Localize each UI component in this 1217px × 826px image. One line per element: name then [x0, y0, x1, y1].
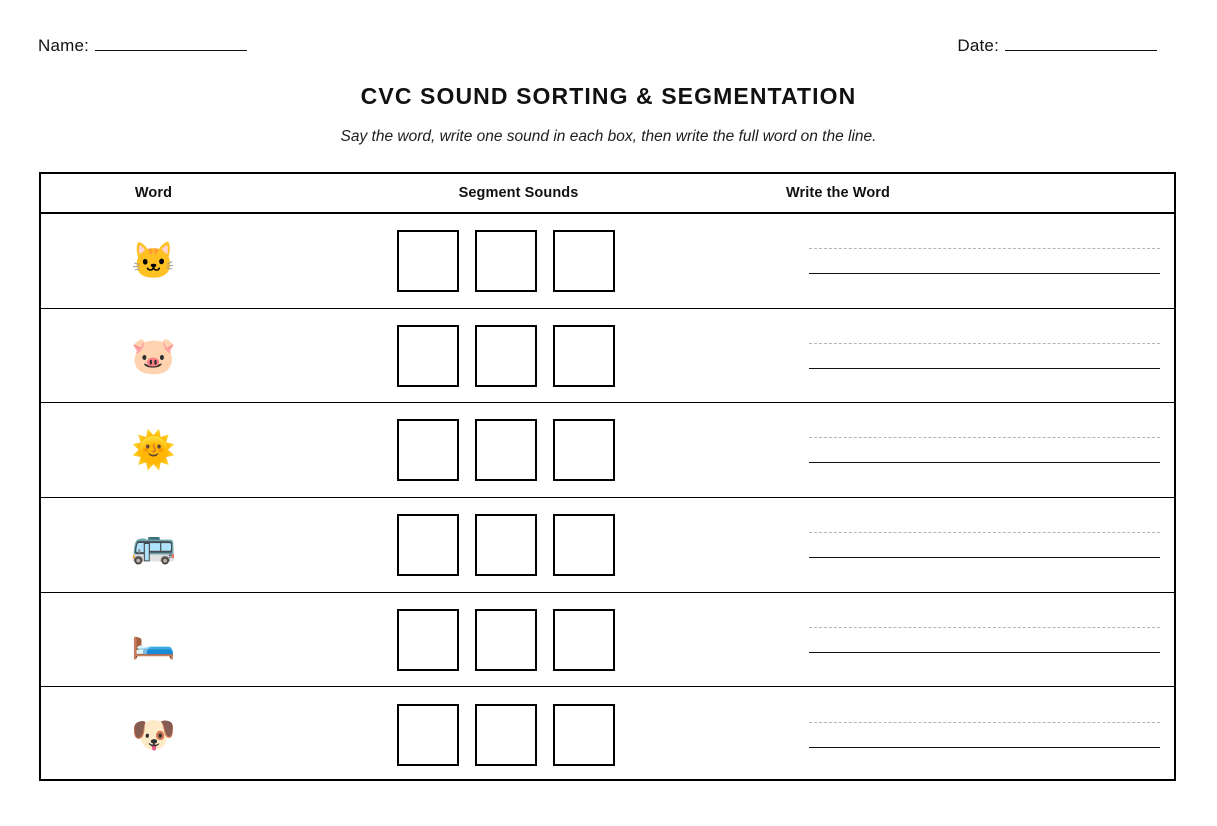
sun-emoji: 🌞 [131, 429, 176, 471]
table-row [41, 498, 1174, 593]
sound-box[interactable] [397, 514, 459, 576]
sound-box[interactable] [553, 230, 615, 292]
table-row [41, 687, 1174, 782]
page-subtitle: Say the word, write one sound in each box, then write the full word on the line. [340, 128, 877, 145]
write-the-word-cell[interactable] [771, 214, 1174, 308]
cat-face-emoji: 🐱 [131, 239, 176, 281]
handwriting-guide-lines[interactable] [809, 343, 1160, 369]
table-row [41, 593, 1174, 688]
sound-box[interactable] [397, 230, 459, 292]
write-the-word-cell[interactable] [771, 403, 1174, 497]
sound-box[interactable] [475, 325, 537, 387]
column-header-segment-sounds: Segment Sounds [458, 185, 579, 201]
handwriting-guide-lines[interactable] [809, 627, 1160, 653]
sound-box[interactable] [397, 419, 459, 481]
sound-box[interactable] [397, 609, 459, 671]
sound-box[interactable] [475, 609, 537, 671]
guide-line-baseline [809, 747, 1160, 748]
write-the-word-cell[interactable] [771, 309, 1174, 403]
bed-emoji: 🛏️ [131, 618, 176, 660]
guide-line-dashed [809, 248, 1160, 249]
date-field[interactable] [957, 36, 1157, 56]
guide-line-dashed [809, 722, 1160, 723]
word-picture-cell [41, 523, 266, 565]
guide-line-baseline [809, 273, 1160, 274]
dog-face-emoji: 🐶 [131, 713, 176, 755]
date-label: Date: [957, 36, 999, 55]
guide-line-baseline [809, 462, 1160, 463]
segment-sounds-cell [266, 514, 771, 576]
word-picture-cell [41, 713, 266, 755]
sound-box[interactable] [553, 325, 615, 387]
handwriting-guide-lines[interactable] [809, 532, 1160, 558]
name-label: Name: [38, 36, 90, 55]
table-header-row [41, 174, 1174, 214]
segment-sounds-cell [266, 609, 771, 671]
word-picture-cell [41, 618, 266, 660]
column-header-write-the-word: Write the Word [786, 185, 890, 201]
guide-line-baseline [809, 557, 1160, 558]
sound-box[interactable] [475, 704, 537, 766]
write-the-word-cell[interactable] [771, 687, 1174, 782]
segment-sounds-cell [266, 325, 771, 387]
sound-box[interactable] [553, 419, 615, 481]
bus-emoji: 🚌 [131, 523, 176, 565]
word-picture-cell [41, 429, 266, 471]
sound-box[interactable] [475, 419, 537, 481]
name-write-line[interactable] [95, 38, 247, 51]
handwriting-guide-lines[interactable] [809, 248, 1160, 274]
table-body [41, 214, 1174, 782]
word-picture-cell [41, 334, 266, 376]
sound-box[interactable] [553, 514, 615, 576]
handwriting-guide-lines[interactable] [809, 722, 1160, 748]
guide-line-dashed [809, 343, 1160, 344]
page-title: CVC SOUND SORTING & SEGMENTATION [360, 83, 857, 109]
pig-face-emoji: 🐷 [131, 334, 176, 376]
sound-box[interactable] [553, 609, 615, 671]
sound-box[interactable] [553, 704, 615, 766]
guide-line-dashed [809, 532, 1160, 533]
segment-sounds-cell [266, 419, 771, 481]
sound-box[interactable] [475, 514, 537, 576]
guide-line-baseline [809, 652, 1160, 653]
title-block [0, 80, 1217, 150]
guide-line-baseline [809, 368, 1160, 369]
guide-line-dashed [809, 437, 1160, 438]
cvc-worksheet-table [39, 172, 1176, 781]
sound-box[interactable] [475, 230, 537, 292]
column-header-write-cell [771, 184, 1174, 202]
word-picture-cell [41, 239, 266, 281]
name-field[interactable] [38, 36, 247, 56]
table-row [41, 214, 1174, 309]
sound-box[interactable] [397, 704, 459, 766]
segment-sounds-cell [266, 230, 771, 292]
segment-sounds-cell [266, 704, 771, 766]
table-row [41, 403, 1174, 498]
column-header-segment-cell [266, 184, 771, 202]
sound-box[interactable] [397, 325, 459, 387]
write-the-word-cell[interactable] [771, 593, 1174, 687]
guide-line-dashed [809, 627, 1160, 628]
write-the-word-cell[interactable] [771, 498, 1174, 592]
date-write-line[interactable] [1005, 38, 1157, 51]
column-header-word-cell [41, 184, 266, 202]
column-header-word: Word [134, 185, 173, 201]
table-row [41, 309, 1174, 404]
handwriting-guide-lines[interactable] [809, 437, 1160, 463]
worksheet-meta-row [38, 36, 1157, 64]
